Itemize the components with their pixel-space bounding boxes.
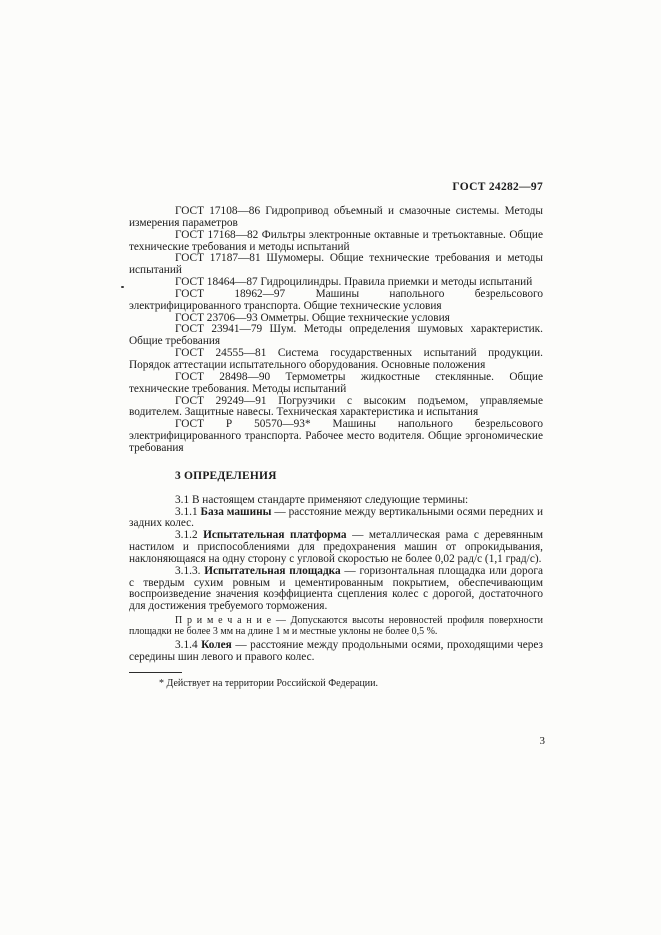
- reference-item: ГОСТ 24555—81 Система государственных испытаний продукции. Порядок аттестации испытательного оборудования. Основные положения: [129, 347, 543, 371]
- reference-item: ГОСТ 17108—86 Гидропривод объемный и смазочные системы. Методы измерения параметров: [129, 205, 543, 229]
- references-list: [129, 206, 543, 455]
- definition-term: Испытательная площадка: [204, 564, 341, 577]
- section-heading: 3 ОПРЕДЕЛЕНИЯ: [175, 469, 277, 482]
- note-label: П р и м е ч а н и е: [175, 615, 272, 627]
- reference-item: ГОСТ 18464—87 Гидроцилиндры. Правила приемки и методы испытаний: [175, 276, 533, 289]
- definition-body: — металлическая рама с деревянным настилом и приспособлениями для предохранения машин от опрокидывания, наклоняющаяся на одну сторону с угловой скоростью не более 0,02 рад/с (1,1 град/с).: [129, 529, 543, 565]
- definition-term: Испытательная платформа: [203, 529, 347, 542]
- definition-body: — расстояние между вертикальными осями передних и задних колес.: [129, 505, 544, 530]
- reference-item: ГОСТ 17168—82 Фильтры электронные октавные и третьоктавные. Общие технические требования и методы испытаний: [129, 228, 543, 253]
- definition-item: [129, 530, 543, 566]
- definition-number: 3.1.3.: [175, 564, 201, 577]
- definition-body: — горизонтальная площадка или дорога с твердым сухим ровным и цементированным покрытием, обеспечивающим воспроизведение значения коэффициента сцепления колес с дорогой, достаточного для достижения требуемого торможения.: [129, 564, 543, 613]
- reference-item: ГОСТ 23706—93 Омметры. Общие технические условия: [175, 311, 450, 324]
- reference-item: ГОСТ 17187—81 Шумомеры. Общие технические требования и методы испытаний: [129, 252, 543, 277]
- definition-item: [129, 507, 543, 531]
- text-column: [129, 181, 543, 689]
- reference-item: ГОСТ 28498—90 Термометры жидкостные стеклянные. Общие технические требования. Методы испытаний: [129, 370, 543, 395]
- definition-term: База машины: [200, 505, 272, 518]
- scan-artifact-dot: [121, 286, 124, 288]
- definition-number: 3.1.2: [175, 529, 198, 542]
- reference-item: ГОСТ 29249—91 Погрузчики с высоким подъемом, управляемые водителем. Защитные навесы. Техническая характеристика и испытания: [129, 394, 543, 419]
- definition-term: Колея: [201, 638, 232, 651]
- reference-item: ГОСТ Р 50570—93* Машины напольного безрельсового электрифицированного транспорта. Рабочее место водителя. Общие эргономические требования: [129, 418, 543, 454]
- footnote-text: * Действует на территории Российской Федерации.: [159, 677, 378, 689]
- doc-code-header: ГОСТ 24282—97: [452, 181, 543, 193]
- page-number: 3: [539, 735, 545, 747]
- note-body: — Допускаются высоты неровностей профиля поверхности площадки не более 3 мм на длине 1 м и местные уклоны не более 0,5 %.: [129, 615, 543, 638]
- reference-item: ГОСТ 18962—97 Машины напольного безрельсового электрифицированного транспорта. Общие технические условия: [129, 287, 543, 312]
- definition-item: [129, 566, 543, 613]
- definition-number: 3.1.4: [175, 638, 198, 651]
- footnote-divider: [129, 672, 182, 673]
- definition-body: — расстояние между продольными осями, проходящими через середины шин левого и правого колес.: [129, 638, 544, 663]
- definition-item: [129, 640, 543, 664]
- note-paragraph: [129, 616, 543, 638]
- definition-number: 3.1.1: [175, 505, 198, 518]
- reference-item: ГОСТ 23941—79 Шум. Методы определения шумовых характеристик. Общие требования: [129, 323, 543, 348]
- section-intro: 3.1 В настоящем стандарте применяют следующие термины:: [175, 493, 469, 506]
